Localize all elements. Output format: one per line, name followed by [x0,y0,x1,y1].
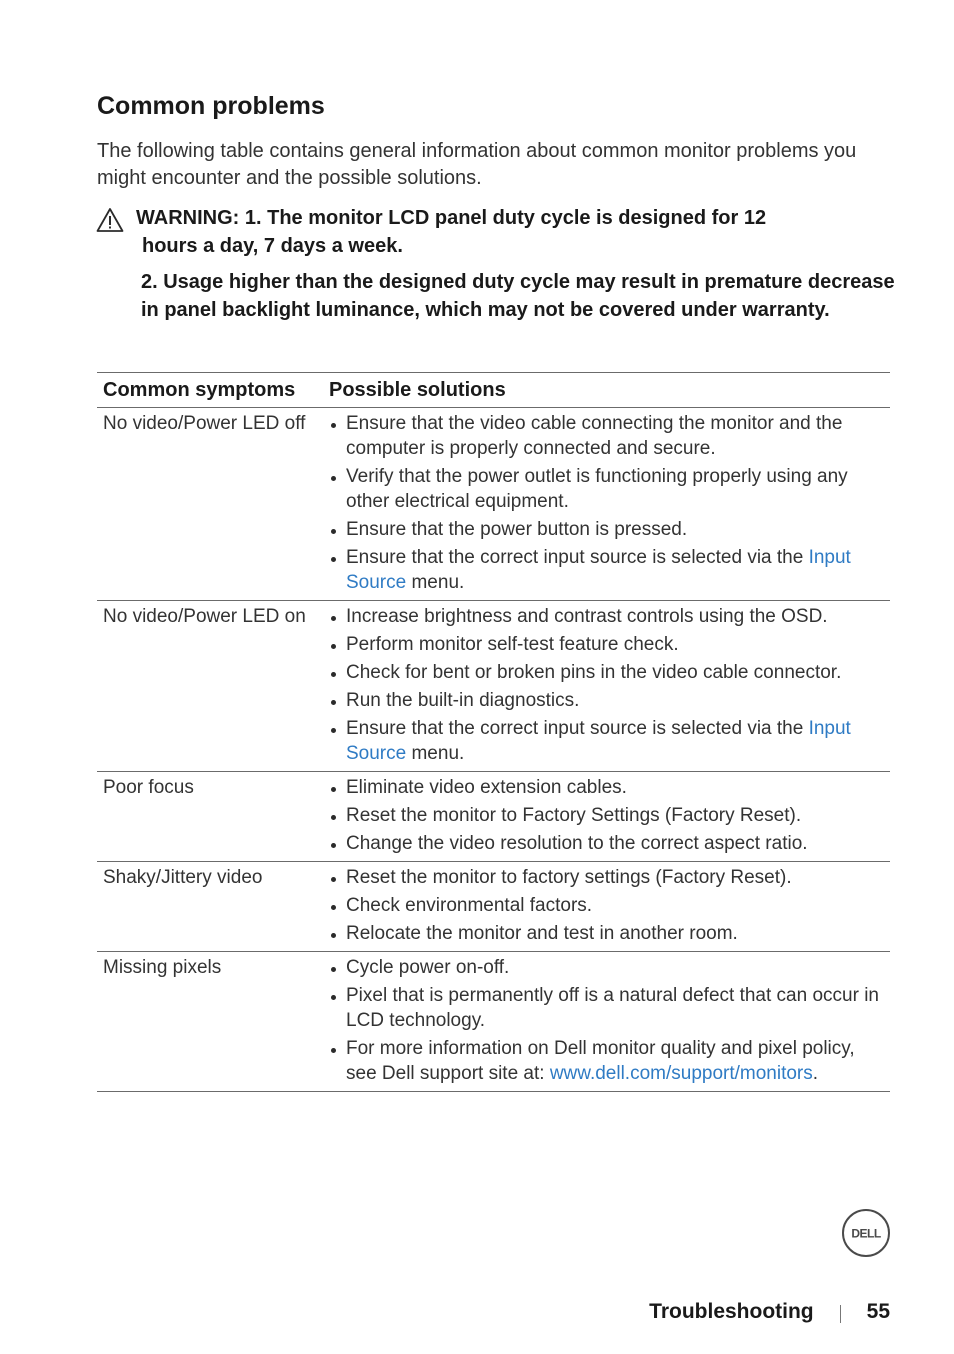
solution-text: Reset the monitor to factory settings (Factory Reset). [346,867,792,888]
solution-text: Ensure that the power button is pressed. [346,519,688,540]
symptom-cell: Poor focus [103,777,194,798]
warning-line-2: 2. Usage higher than the designed duty cycle may result in premature decrease in panel backlight luminance, which may not be covered under warranty. [141,271,895,321]
table-row [97,952,890,1092]
warning-triangle-icon [96,207,124,233]
solution-link[interactable]: Input Source [346,547,851,593]
solution-text: Pixel that is permanently off is a natural defect that can occur in LCD technology. [346,985,879,1031]
table-row [97,408,890,601]
solution-text: Perform monitor self-test feature check. [346,634,679,655]
symptom-cell: No video/Power LED on [103,606,306,627]
dell-logo [841,1208,891,1258]
solution-text: Eliminate video extension cables. [346,777,627,798]
solution-item [327,411,882,461]
solution-link[interactable]: Input Source [346,718,851,764]
solution-text: Ensure that the correct input source is selected via the [346,547,809,568]
solution-item [327,865,882,890]
solution-text: Check environmental factors. [346,895,593,916]
table-header [97,373,890,408]
solution-item [327,803,882,828]
dell-logo-text: DELL [851,1226,881,1241]
solution-item [327,955,882,980]
warning-heading: WARNING: 1. The monitor LCD panel duty cycle is designed for 12 [136,207,767,229]
page-title: Common problems [97,92,325,120]
solution-item [327,604,882,629]
solution-text: Verify that the power outlet is functioning properly using any other electrical equipment. [346,466,848,512]
solution-item [327,775,882,800]
solution-item [327,893,882,918]
solution-item [327,716,882,766]
warning-heading-cont: hours a day, 7 days a week. [142,235,403,257]
solution-item [327,688,882,713]
symptom-cell: Missing pixels [103,957,222,978]
solution-item [327,660,882,685]
solution-item [327,1036,882,1086]
solution-item [327,464,882,514]
solution-text: Increase brightness and contrast controls using the OSD. [346,606,828,627]
solution-text: menu. [406,743,465,764]
solution-text: . [812,1063,819,1084]
header-solutions: Possible solutions [329,378,506,401]
footer-section: Troubleshooting [649,1300,814,1323]
solution-text: Cycle power on-off. [346,957,510,978]
solutions-list [327,775,882,856]
solution-item [327,921,882,946]
solution-text: Ensure that the correct input source is selected via the [346,718,809,739]
symptom-cell: Shaky/Jittery video [103,867,263,888]
solution-item [327,632,882,657]
table-row [97,862,890,952]
page-number: 55 [866,1300,890,1323]
solution-text: Change the video resolution to the correct aspect ratio. [346,833,808,854]
solution-item [327,517,882,542]
table-row [97,601,890,772]
solution-text: Ensure that the video cable connecting the monitor and the computer is properly connected and secure. [346,413,843,459]
solution-item [327,545,882,595]
table-body [97,408,890,1092]
solutions-list [327,604,882,766]
solution-text: Reset the monitor to Factory Settings (Factory Reset). [346,805,802,826]
table-row [97,772,890,862]
footer-divider [840,1305,841,1323]
symptom-cell: No video/Power LED off [103,413,306,434]
solution-text: Run the built-in diagnostics. [346,690,580,711]
common-problems-table [97,372,890,1092]
solution-item [327,983,882,1033]
solutions-list [327,955,882,1086]
intro-paragraph: The following table contains general information about common monitor problems you might encounter and the possible solutions. [97,140,857,189]
solution-link[interactable]: www.dell.com/support/monitors [549,1063,813,1084]
warning-line-1 [136,204,896,260]
header-symptoms: Common symptoms [103,378,296,401]
solution-text: For more information on Dell monitor quality and pixel policy, see Dell support site at: [346,1038,855,1084]
solution-text: menu. [406,572,465,593]
solutions-list [327,411,882,595]
solution-item [327,831,882,856]
solutions-list [327,865,882,946]
page-footer [649,1300,890,1324]
solution-text: Relocate the monitor and test in another room. [346,923,738,944]
solution-text: Check for bent or broken pins in the video cable connector. [346,662,842,683]
